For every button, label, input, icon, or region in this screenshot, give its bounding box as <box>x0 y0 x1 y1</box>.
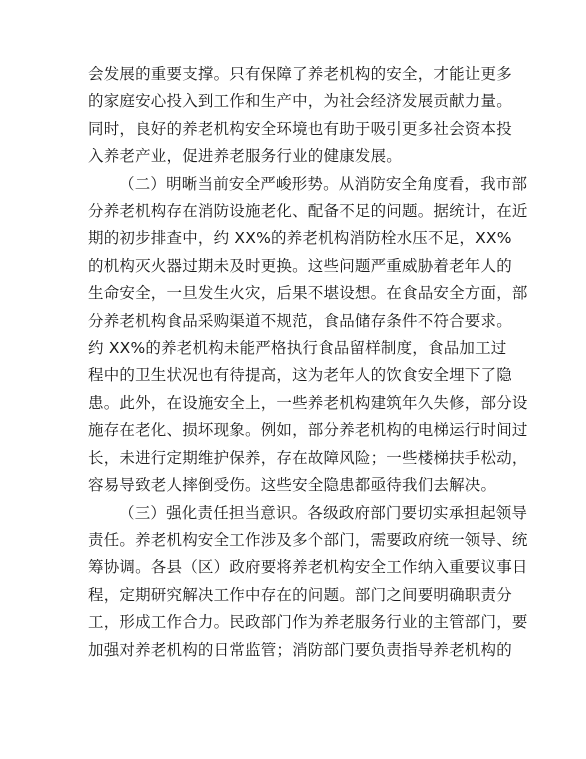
text-line: 筹协调。各县（区）政府要将养老机构安全工作纳入重要议事日 <box>88 558 528 577</box>
text-line: 责任。养老机构安全工作涉及多个部门，需要政府统一领导、统 <box>88 530 528 549</box>
text-line: 会发展的重要支撑。只有保障了养老机构的安全，才能让更多 <box>88 65 512 83</box>
text-line: 的家庭安心投入到工作和生产中，为社会经济发展贡献力量。 <box>88 92 512 111</box>
text-line: 程，定期研究解决工作中存在的问题。部门之间要明确职责分 <box>88 585 512 604</box>
text-line: 约 XX%的养老机构未能严格执行食品留样制度，食品加工过 <box>88 339 507 358</box>
text-line: 工，形成工作合力。民政部门作为养老服务行业的主管部门，要 <box>88 613 528 632</box>
text-line: 生命安全，一旦发生火灾，后果不堪设想。在食品安全方面，部 <box>88 284 528 303</box>
paragraph-section-3 <box>88 500 528 664</box>
text-line: 患。此外，在设施安全上，一些养老机构建筑年久失修，部分设 <box>88 393 528 412</box>
text-line: 加强对养老机构的日常监管；消防部门要负责指导养老机构的 <box>88 640 512 659</box>
section-heading-line: （二）明晰当前安全严峻形势。从消防安全角度看，我市部 <box>119 174 528 193</box>
text-line: 入养老产业，促进养老服务行业的健康发展。 <box>88 147 403 166</box>
text-line: 容易导致老人摔倒受伤。这些安全隐患都亟待我们去解决。 <box>88 476 497 495</box>
text-line: 同时，良好的养老机构安全环境也有助于吸引更多社会资本投 <box>88 119 512 138</box>
document-body <box>88 61 528 664</box>
text-line: 施存在老化、损坏现象。例如，部分养老机构的电梯运行时间过 <box>88 421 528 440</box>
text-line: 期的初步排查中，约 XX%的养老机构消防栓水压不足，XX% <box>88 229 512 248</box>
text-line: 分养老机构存在消防设施老化、配备不足的问题。据统计，在近 <box>88 202 528 221</box>
paragraph-section-2 <box>88 171 528 500</box>
text-line: 长，未进行定期维护保养，存在故障风险；一些楼梯扶手松动， <box>88 448 528 467</box>
text-line: 程中的卫生状况也有待提高，这为老年人的饮食安全埋下了隐 <box>88 366 512 385</box>
paragraph-intro-tail <box>88 61 512 171</box>
text-line: 的机构灭火器过期未及时更换。这些问题严重威胁着老年人的 <box>88 256 512 275</box>
section-heading-line: （三）强化责任担当意识。各级政府部门要切实承担起领导 <box>119 503 528 522</box>
text-line: 分养老机构食品采购渠道不规范，食品储存条件不符合要求。 <box>88 311 512 330</box>
